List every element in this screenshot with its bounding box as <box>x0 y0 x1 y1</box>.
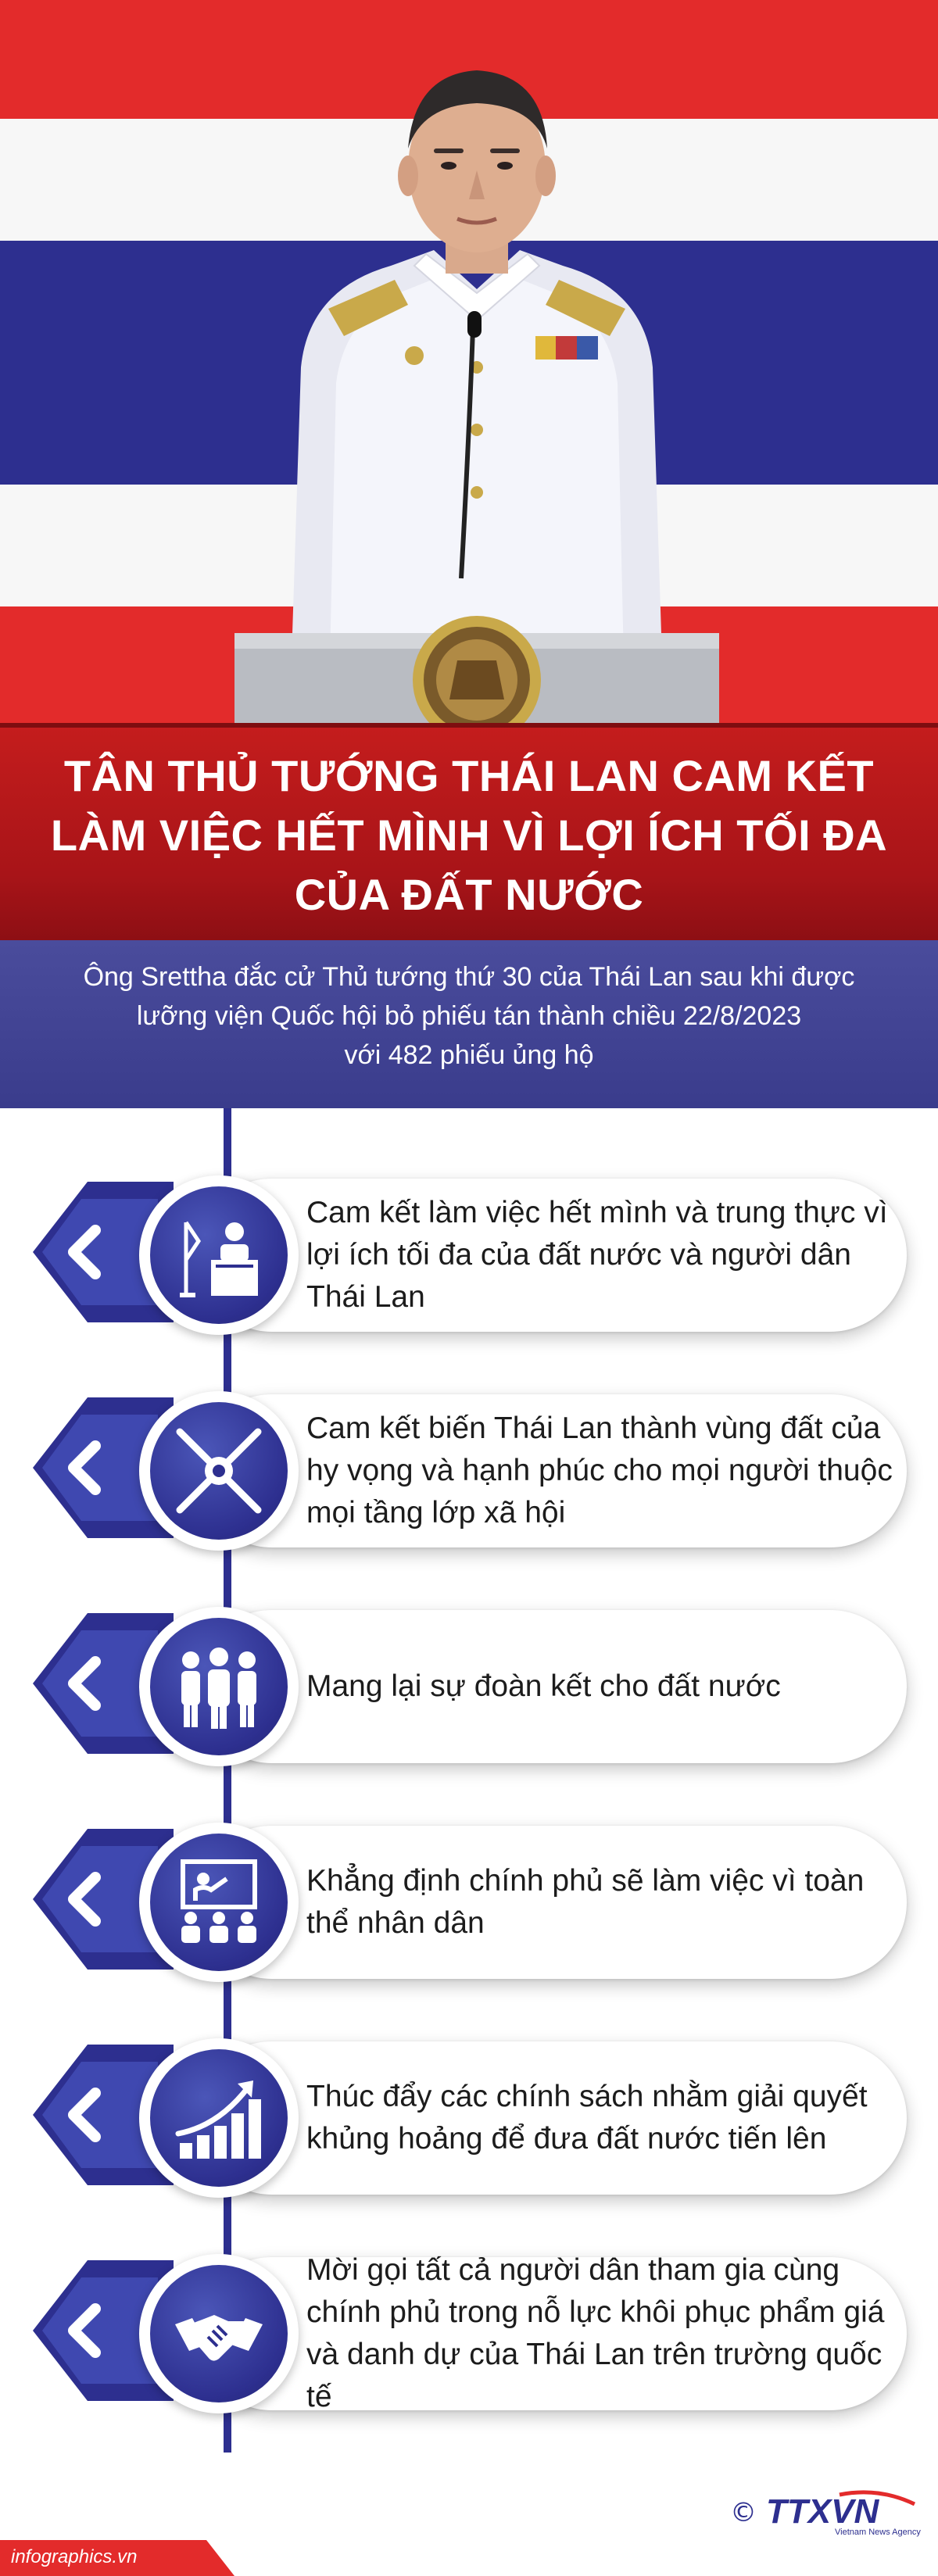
commitment-icon-badge <box>139 1823 299 1982</box>
logo-text: TTXVN <box>766 2492 879 2531</box>
handshake-icon <box>172 2287 266 2381</box>
ttxvn-logo <box>730 2490 922 2537</box>
commitment-item-4 <box>0 1815 938 1987</box>
commitment-item-6 <box>0 2246 938 2418</box>
commitment-item-2 <box>0 1383 938 1555</box>
joined-hands-icon <box>172 1424 266 1518</box>
growth-chart-icon <box>172 2071 266 2165</box>
commitment-icon-badge <box>139 1391 299 1551</box>
title-line-1: TÂN THỦ TƯỚNG THÁI LAN CAM KẾT <box>63 751 875 800</box>
commitment-text: Mời gọi tất cả người dân tham gia cùng chính phủ trong nỗ lực khôi phục phẩm giá và danh dự của Thái Lan trên trường quốc tế <box>306 2253 885 2413</box>
title-line-3: CỦA ĐẤT NƯỚC <box>294 870 644 919</box>
commitment-text: Cam kết biến Thái Lan thành vùng đất của hy vọng và hạnh phúc cho mọi người thuộc mọi tầng lớp xã hội <box>306 1411 893 1530</box>
subtitle-line-1: Ông Srettha đắc cử Thủ tướng thứ 30 của Thái Lan sau khi được <box>83 962 855 992</box>
commitment-item-3 <box>0 1599 938 1771</box>
subtitle <box>31 957 907 1075</box>
title-line-2: LÀM VIỆC HẾT MÌNH VÌ LỢI ÍCH TỐI ĐA <box>50 810 888 860</box>
people-group-icon <box>172 1640 266 1733</box>
commitment-item-5 <box>0 2030 938 2202</box>
logo-subtext: Vietnam News Agency <box>835 2528 921 2537</box>
commitment-icon-badge <box>139 2254 299 2413</box>
commitment-text: Mang lại sự đoàn kết cho đất nước <box>306 1669 781 1703</box>
subtitle-line-3: với 482 phiếu ủng hộ <box>344 1040 594 1070</box>
commitment-icon-badge <box>139 2038 299 2198</box>
subtitle-line-2: lưỡng viện Quốc hội bỏ phiếu tán thành chiều 22/8/2023 <box>136 1001 802 1031</box>
prime-minister-portrait <box>234 31 719 731</box>
copyright-symbol: © <box>730 2497 757 2528</box>
subtitle-band <box>0 940 938 1108</box>
podium-speaker-icon <box>172 1208 266 1302</box>
commitment-text: Cam kết làm việc hết mình và trung thực vì lợi ích tối đa của đất nước và người dân Thái Lan <box>306 1196 888 1314</box>
commitment-icon-badge <box>139 1175 299 1335</box>
commitment-icon-badge <box>139 1607 299 1766</box>
commitment-text: Khẳng định chính phủ sẽ làm việc vì toàn thể nhân dân <box>306 1864 865 1940</box>
title-band <box>0 723 938 940</box>
website-url[interactable]: infographics.vn <box>11 2546 138 2567</box>
hero-section <box>0 0 938 731</box>
presentation-audience-icon <box>172 1855 266 1949</box>
page-title <box>31 746 907 925</box>
commitment-item-1 <box>0 1168 938 1340</box>
commitment-text: Thúc đẩy các chính sách nhằm giải quyết khủng hoảng để đưa đất nước tiến lên <box>306 2080 868 2156</box>
